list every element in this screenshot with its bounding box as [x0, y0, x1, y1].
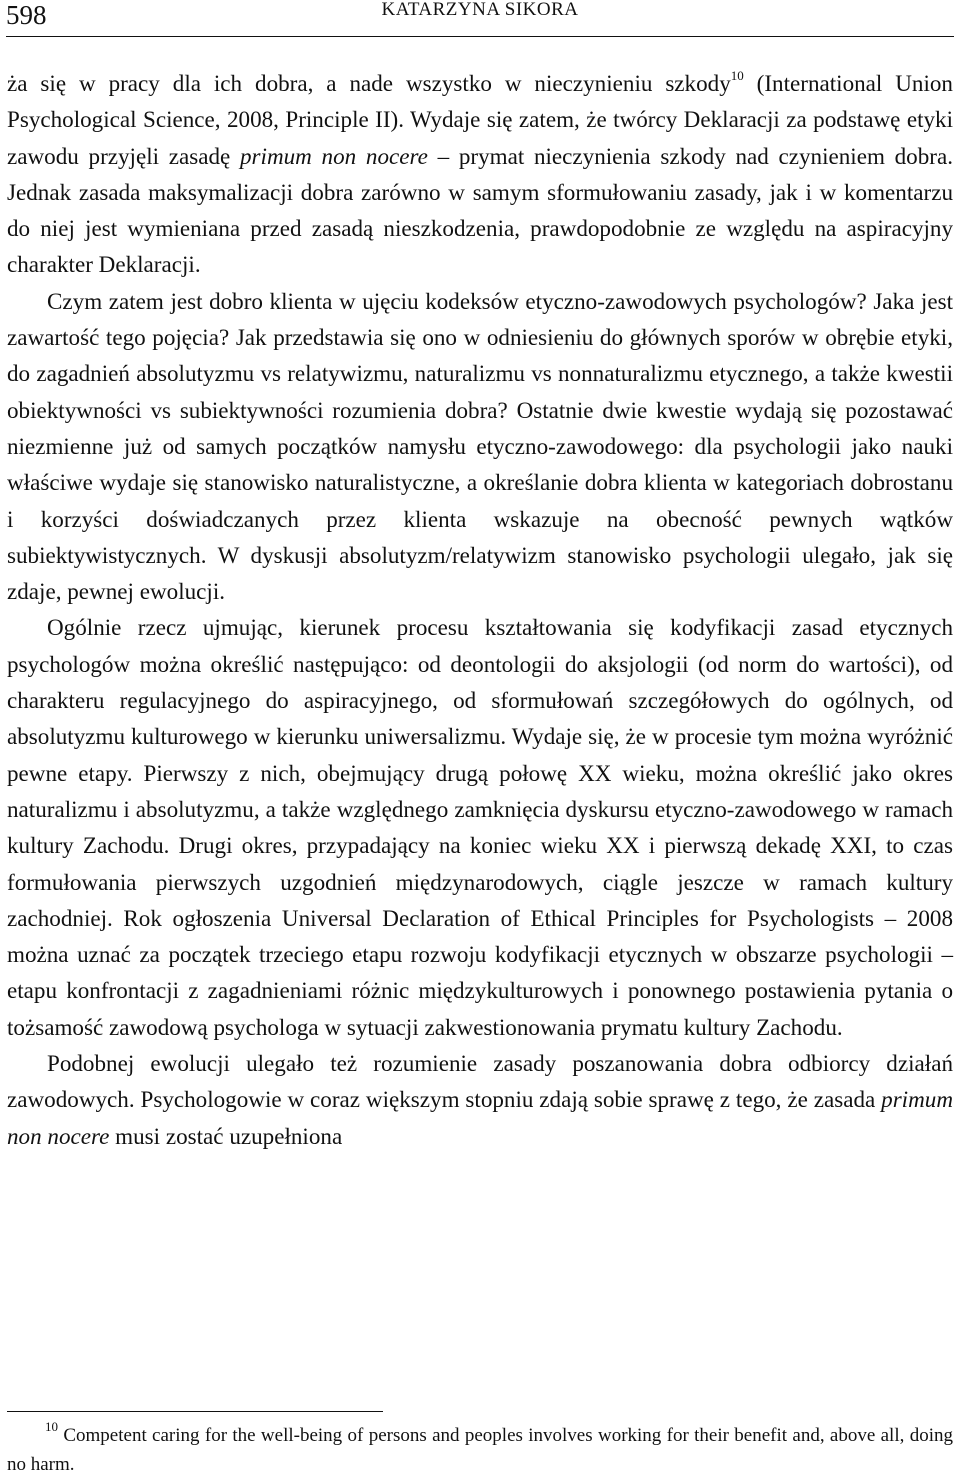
- paragraph-1-text-b: (International Union Psychological Science, 2008, Principle II). Wydaje się zatem, że twórcy Deklaracji za podstawę etyki zawodu przyjęli zasadę: [7, 70, 953, 169]
- paragraph-1: [7, 65, 953, 283]
- running-header-author: KATARZYNA SIKORA: [381, 0, 579, 20]
- footnote-text: Competent caring for the well-being of persons and peoples involves working for their benefit and, above all, doing no harm.: [7, 1425, 953, 1475]
- paragraph-2: Czym zatem jest dobro klienta w ujęciu kodeksów etyczno-zawodowych psychologów? Jaka jest zawartość tego pojęcia? Jak przedstawia się ono w odniesieniu do głównych sporów w obrębie etyki, do zagadnień absolutyzmu vs relatywizmu, naturalizmu vs nonnaturalizmu etycznego, a także kwestii obiektywności vs subiektywności rozumienia dobra? Ostatnie dwie kwestie wydają się pozostawać niezmienne już od samych początków namysłu etyczno-zawodowego: dla psychologii jako nauki właściwe wydaje się stanowisko naturalistyczne, a określanie dobra klienta w kategoriach dobrostanu i korzyści doświadczanych przez klienta wskazuje na obecność pewnych wątków subiektywistycznych. W dyskusji absolutyzm/relatywizm stanowisko psychologii ulegało, jak się zdaje, pewnej ewolucji.: [7, 287, 953, 605]
- page-number: 598: [6, 0, 47, 30]
- paragraph-4-text-b: musi zostać uzupełniona: [109, 1122, 343, 1149]
- latin-phrase: primum non nocere: [240, 142, 428, 169]
- body-text: [7, 65, 953, 1154]
- footnote-separator: [7, 1411, 383, 1412]
- paragraph-1-text-c: – prymat nieczynienia szkody nad czynieniem dobra. Jednak zasada maksymalizacji dobra zarówno w samym sformułowaniu zasady, jak i w komentarzu do niej jest wymieniana przed zasadą nieszkodzenia, prawdopodobnie ze względu na aspiracyjny charakter Deklaracji.: [7, 142, 953, 278]
- paragraph-3: Ogólnie rzecz ujmując, kierunek procesu kształtowania się kodyfikacji zasad etycznych psychologów można określić następująco: od deontologii do aksjologii (od norm do wartości), od charakteru regulacyjnego do aspiracyjnego, od sformułowań szczegółowych do ogólnych, od absolutyzmu kulturowego w kierunku uniwersalizmu. Wydaje się, że w procesie tym można wyróżnić pewne etapy. Pierwszy z nich, obejmujący drugą połowę XX wieku, można określić jako okres naturalizmu i absolutyzmu, a także względnego zamknięcia dyskursu etyczno-zawodowego w ramach kultury Zachodu. Drugi okres, przypadający na koniec wieku XX i pierwszą dekadę XXI, to czas formułowania pierwszych uzgodnień międzynarodowych, ciągle jeszcze w ramach kultury zachodniej. Rok ogłoszenia Universal Declaration of Ethical Principles for Psychologists – 2008 można uznać za początek trzeciego etapu rozwoju kodyfikacji etycznych w obszarze psychologii – etapu konfrontacji z zagadnieniami różnic międzykulturowych i ponownego postawienia pytania o tożsamość zawodową psychologa w sytuacji zakwestionowania prymatu kultury Zachodu.: [7, 614, 953, 1040]
- latin-phrase: primum non nocere: [7, 1086, 953, 1149]
- running-header: [6, 0, 954, 34]
- paragraph-4: [7, 1045, 953, 1154]
- footnote-reference: 10: [730, 68, 744, 84]
- paragraph-1-text-a: ża się w pracy dla ich dobra, a nade wszystko w nieczynieniu szkody: [7, 70, 731, 96]
- paragraph-4-text-a: Podobnej ewolucji ulegało też rozumienie zasady poszanowania dobra odbiorcy działań zawodowych. Psychologowie w coraz większym stopniu zdają sobie sprawę z tego, że zasada: [7, 1050, 953, 1113]
- footnote-number: 10: [45, 1418, 58, 1434]
- header-rule: [6, 36, 954, 37]
- footnote: [7, 1418, 953, 1479]
